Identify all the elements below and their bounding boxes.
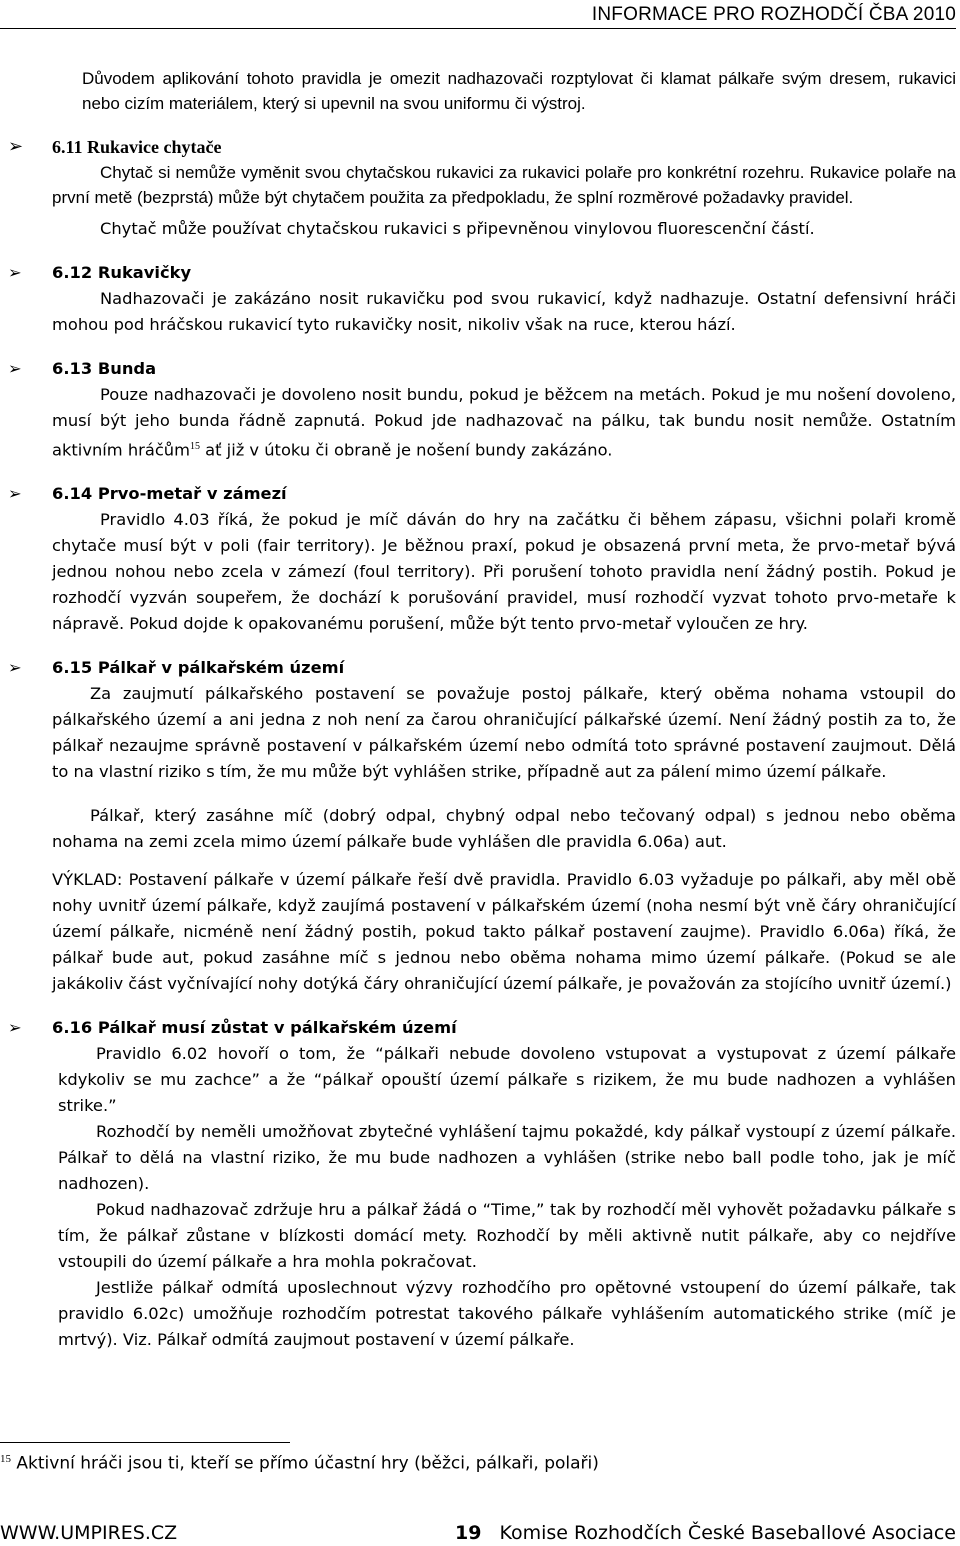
- section-title-text: 6.11 Rukavice chytače: [52, 137, 222, 157]
- section-title-text: 6.15 Pálkař v pálkařském území: [52, 658, 345, 678]
- section-6-11-paragraph-1: Chytač si nemůže vyměnit svou chytačskou rukavici za rukavici polaře pro konkrétní rozehru. Rukavice polaře na první metě (bezprstá) může být chytačem použita za předpokladu, že splní rozměrové požadavky pravidel.: [52, 163, 956, 207]
- section-6-14-title: [8, 481, 956, 507]
- footer-organization: Komise Rozhodčích České Baseballové Asociace: [499, 1522, 956, 1544]
- section-6-16-paragraph-4: Jestliže pálkař odmítá uposlechnout výzvy rozhodčího pro opětovné vstoupení do území pálkaře, tak pravidlo 6.02c) umožňuje rozhodčím potrestat takového pálkaře vyhlášením automatického strike (míč je mrtvý). Viz. Pálkař odmítá zaujmout postavení v území pálkaře.: [58, 1278, 956, 1350]
- section-6-16-title: [8, 1015, 956, 1041]
- section-title-text: 6.16 Pálkař musí zůstat v pálkařském území: [52, 1018, 457, 1038]
- footnote: [0, 1453, 599, 1474]
- arrow-bullet-icon: ➢: [8, 1018, 22, 1038]
- section-6-16-paragraph-1: Pravidlo 6.02 hovoří o tom, že “pálkaři nebude dovoleno vstupovat a vystupovat z území pálkaře kdykoliv se mu zachce” a že “pálkař opouští území pálkaře s rizikem, že mu bude nadhozen a vyhlášen strike.”: [58, 1044, 956, 1116]
- arrow-bullet-icon: ➢: [8, 484, 22, 504]
- section-6-13-paragraph-1: [52, 382, 956, 463]
- section-6-11-paragraph-2: Chytač může používat chytačskou rukavici s připevněnou vinylovou fluorescenční částí.: [100, 219, 815, 238]
- intro-paragraph: Důvodem aplikování tohoto pravidla je omezit nadhazovači rozptylovat či klamat pálkaře svým dresem, rukavici nebo cizím materiálem, který si upevnil na svou uniformu či výstroj.: [82, 69, 956, 113]
- footnote-divider: [0, 1442, 290, 1443]
- page-header: INFORMACE PRO ROZHODČÍ ČBA 2010: [0, 4, 956, 29]
- arrow-bullet-icon: ➢: [8, 658, 22, 678]
- section-6-15-paragraph-2: Pálkař, který zasáhne míč (dobrý odpal, chybný odpal nebo tečovaný odpal) s jednou nebo oběma nohama na zemi zcela mimo území pálkaře bude vyhlášen dle pravidla 6.06a) aut.: [52, 806, 956, 852]
- paragraph-text: Pouze nadhazovači je dovoleno nosit bundu, pokud je běžcem na metách. Pokud je mu nošení dovoleno, musí být jeho bunda řádně zapnutá. Pokud jde nadhazovač na pálku, tak bundu nosit nemůže. Ostatním aktivním hráčům: [52, 385, 956, 460]
- arrow-bullet-icon: ➢: [8, 263, 22, 282]
- arrow-bullet-icon: ➢: [8, 136, 24, 157]
- section-6-15-paragraph-1: Za zaujmutí pálkařského postavení se považuje postoj pálkaře, který oběma nohama vstoupil do pálkařského území a ani jedna z noh není za čarou ohraničující pálkařské území. Není žádný postih za to, že pálkař nezaujme správně postavení v pálkařském území nebo odmítá toto správné postavení zaujmout. Dělá to na vlastní riziko s tím, že mu může být vyhlášen strike, případně aut za pálení mimo území pálkaře.: [52, 684, 956, 782]
- page-number: 19: [455, 1522, 482, 1544]
- footnote-text: Aktivní hráči jsou ti, kteří se přímo účastní hry (běžci, pálkaři, polaři): [16, 1453, 599, 1474]
- footer-website[interactable]: WWW.UMPIRES.CZ: [0, 1522, 178, 1544]
- footnote-number: 15: [0, 1453, 11, 1465]
- section-title-text: 6.13 Bunda: [52, 359, 157, 378]
- section-6-14-paragraph-1: Pravidlo 4.03 říká, že pokud je míč dáván do hry na začátku či během zápasu, všichni polaři kromě chytače musí být v poli (fair territory). Je běžnou praxí, pokud je obsazená první meta, že prvo-metař bývá jednou nohou nebo zcela v zámezí (foul territory). Při porušení tohoto pravidla není žádný postih. Pokud je rozhodčí vyzván soupeřem, že dochází k porušování pravidel, musí rozhodčí vyzvat tohoto prvo-metaře k nápravě. Pokud dojde k opakovanému porušení, může být tento prvo-metař vyloučen ze hry.: [52, 510, 956, 634]
- section-6-15-title: [8, 655, 956, 681]
- section-6-13-title: [8, 356, 956, 382]
- section-6-12-paragraph-1: Nadhazovači je zakázáno nosit rukavičku pod svou rukavicí, když nadhazuje. Ostatní defensivní hráči mohou pod hráčskou rukavicí tyto rukavičky nosit, nikoliv však na ruce, kterou hází.: [52, 289, 956, 334]
- footnote-reference[interactable]: 15: [189, 441, 200, 452]
- paragraph-text: ať již v útoku či obraně je nošení bundy zakázáno.: [199, 440, 613, 460]
- section-title-text: 6.12 Rukavičky: [52, 263, 192, 282]
- arrow-bullet-icon: ➢: [8, 359, 22, 378]
- section-6-16-paragraph-2: Rozhodčí by neměli umožňovat zbytečné vyhlášení tajmu pokaždé, kdy pálkař vystoupí z území pálkaře. Pálkař to dělá na vlastní riziko, že mu bude nadhozen a vyhlášen (strike nebo ball podle toho, jak je míč nadhozen).: [58, 1122, 956, 1194]
- section-6-12-title: [8, 260, 956, 286]
- section-6-11-title: [8, 134, 956, 160]
- section-6-16-paragraph-3: Pokud nadhazovač zdržuje hru a pálkař žádá o “Time,” tak by rozhodčí měl vyhovět požadavku pálkaře s tím, že pálkař zůstane v blízkosti domácí mety. Rozhodčí by měli aktivně nutit pálkaře, aby co nejdříve vstoupili do území pálkaře a hra mohla pokračovat.: [58, 1200, 956, 1272]
- document-body: [8, 66, 956, 1353]
- section-title-text: 6.14 Prvo-metař v zámezí: [52, 484, 287, 504]
- section-6-15-explanation: VÝKLAD: Postavení pálkaře v území pálkaře řeší dvě pravidla. Pravidlo 6.03 vyžaduje po pálkaři, aby měl obě nohy uvnitř území pálkaře, když zaujímá postavení v pálkařském území (noha nesmí být vně čáry ohraničující území pálkaře, nicméně není žádný postih, pokud takto pálkař postavení zaujme). Pravidlo 6.06a) říká, že pálkař bude aut, pokud zasáhne míč s jednou nebo oběma nohama mimo území pálkaře. (Pokud se ale jakákoliv část vyčnívající nohy dotýká čáry ohraničující území pálkaře, je považován za stojícího uvnitř území.): [52, 870, 956, 994]
